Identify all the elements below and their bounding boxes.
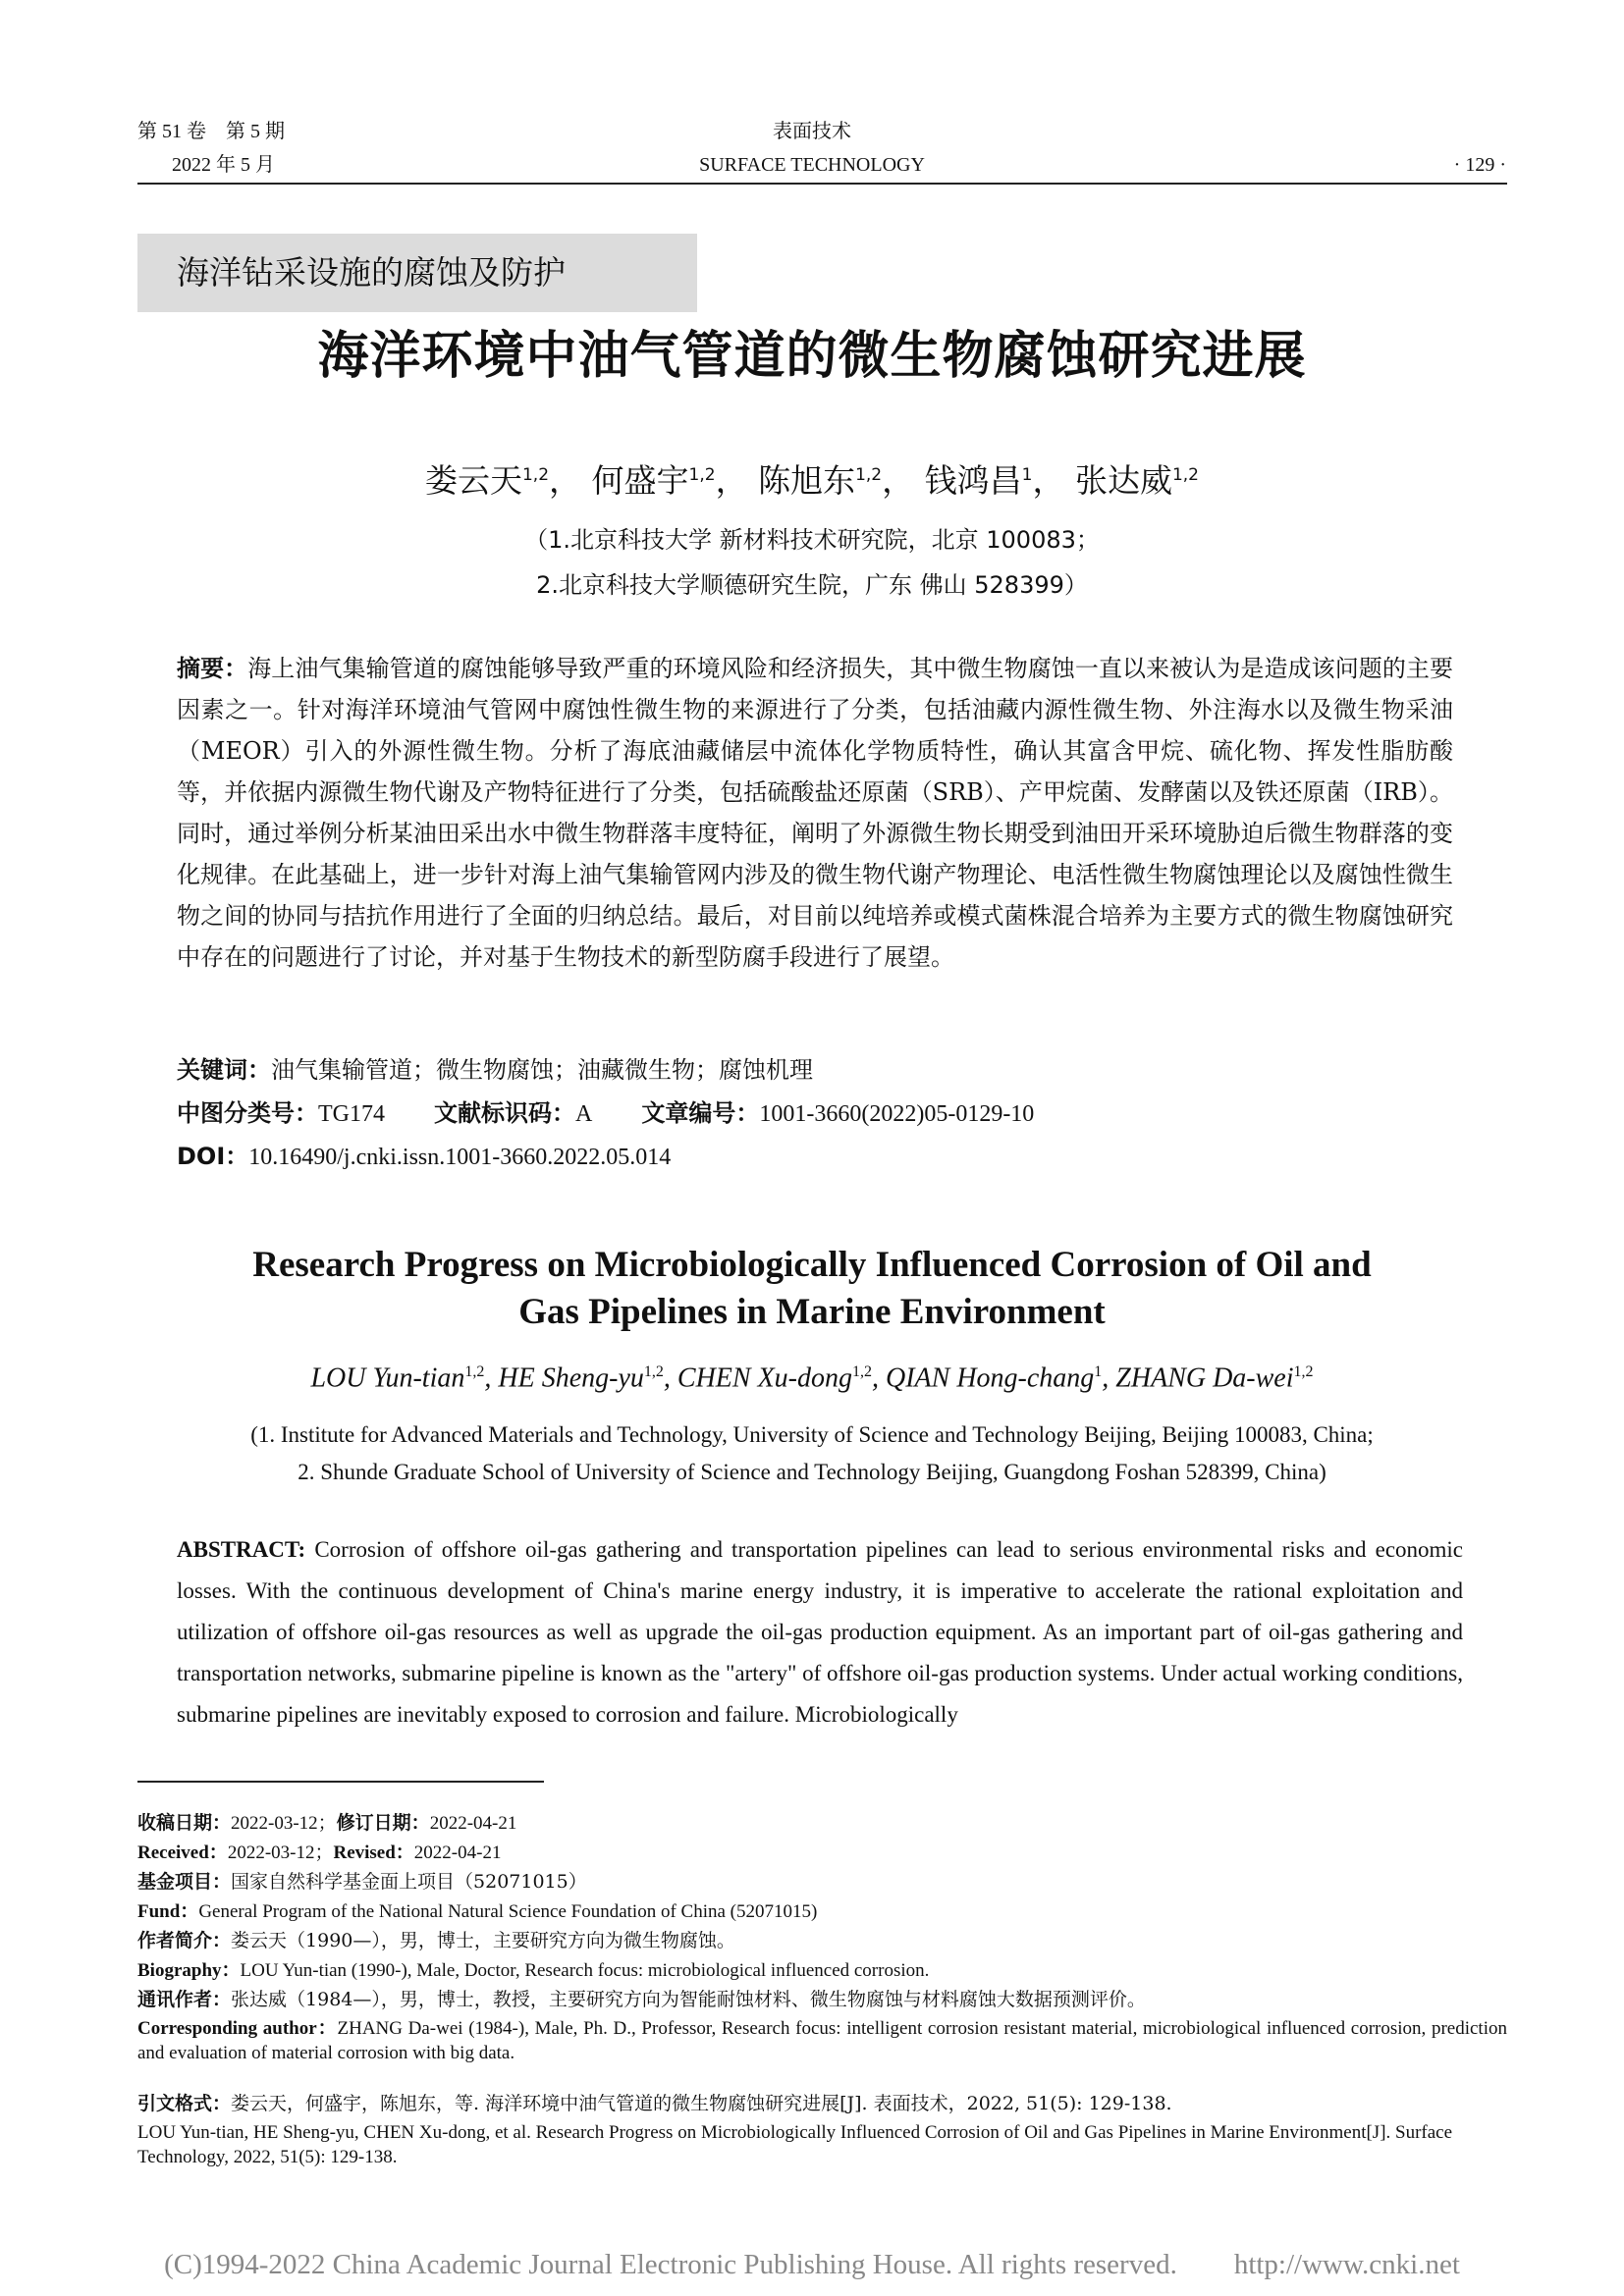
keywords bbox=[177, 1052, 813, 1088]
footnote-cite-en: LOU Yun-tian, HE Sheng-yu, CHEN Xu-dong, et al. Research Progress on Microbiologically Influenced Corrosion of Oil and Gas Pipelines in Marine Environment[J]. Surface Technology, 2022, 51(5): 129-138. bbox=[137, 2122, 1453, 2167]
footnote-corr-cn: 通讯作者：张达威（1984—），男，博士，教授，主要研究方向为智能耐蚀材料、微生物腐蚀与材料腐蚀大数据预测评价。 bbox=[137, 1989, 1146, 2010]
footnote-received-en: Received：2022-03-12；Revised：2022-04-21 bbox=[137, 1842, 502, 1863]
affiliation-cn-2: 2.北京科技大学顺德研究生院，广东 佛山 528399） bbox=[536, 571, 1088, 599]
affiliation-en-1: (1. Institute for Advanced Materials and Technology, University of Science and Technology Beijing, Beijing 100083, China; bbox=[250, 1422, 1374, 1447]
copyright-notice: (C)1994-2022 China Academic Journal Electronic Publishing House. All rights reserved. http://www.cnki.net bbox=[164, 2249, 1460, 2280]
abstract-en bbox=[177, 1529, 1463, 1735]
abstract-cn-text: 海上油气集输管道的腐蚀能够导致严重的环境风险和经济损失，其中微生物腐蚀一直以来被认为是造成该问题的主要因素之一。针对海洋环境油气管网中腐蚀性微生物的来源进行了分类，包括油藏内源性微生物、外注海水以及微生物采油（MEOR）引入的外源性微生物。分析了海底油藏储层中流体化学物质特性，确认其富含甲烷、硫化物、挥发性脂肪酸等，并依据内源微生物代谢及产物特征进行了分类，包括硫酸盐还原菌（SRB）、产甲烷菌、发酵菌以及铁还原菌（IRB）。同时，通过举例分析某油田采出水中微生物群落丰度特征，阐明了外源微生物长期受到油田开采环境胁迫后微生物群落的变化规律。在此基础上，进一步针对海上油气集输管网内涉及的微生物代谢产物理论、电活性微生物腐蚀理论以及腐蚀性微生物之间的协同与拮抗作用进行了全面的归纳总结。最后，对目前以纯培养或模式菌株混合培养为主要方式的微生物腐蚀研究中存在的问题进行了讨论，并对基于生物技术的新型防腐手段进行了展望。 bbox=[177, 655, 1454, 971]
header-rule bbox=[137, 183, 1507, 185]
author-cn: 钱鸿昌 bbox=[924, 461, 1022, 500]
footnote-received-cn: 收稿日期：2022-03-12；修订日期：2022-04-21 bbox=[137, 1812, 517, 1834]
footnote-cite-cn: 引文格式：娄云天，何盛宇，陈旭东，等. 海洋环境中油气管道的微生物腐蚀研究进展[J]. 表面技术，2022, 51(5): 129-138. bbox=[137, 2093, 1172, 2114]
affiliation-en-2: 2. Shunde Graduate School of University of Science and Technology Beijing, Guangdong Foshan 528399, China) bbox=[298, 1460, 1326, 1484]
author-cn: 陈旭东 bbox=[758, 461, 856, 500]
footnote-corr-en: Corresponding author：ZHANG Da-wei (1984-), Male, Ph. D., Professor, Research focus: intelligent corrosion resistant material, microbiological influenced corrosion, prediction and evaluation of material corrosion with big data. bbox=[137, 2018, 1507, 2063]
footnote-fund-cn: 基金项目：国家自然科学基金面上项目（52071015） bbox=[137, 1871, 587, 1893]
keywords-label: 关键词： bbox=[177, 1056, 271, 1084]
journal-name-cn: 表面技术 bbox=[773, 121, 851, 142]
journal-name-en: SURFACE TECHNOLOGY bbox=[699, 154, 925, 176]
authors-cn: 娄云天$^{1,2}$， 何盛宇$^{1,2}$， 陈旭东$^{1,2}$， 钱鸿昌$^1$， 张达威$^{1,2}$ bbox=[424, 461, 1199, 500]
abstract-cn-label: 摘要： bbox=[177, 655, 248, 682]
author-cn: 何盛宇 bbox=[591, 461, 689, 500]
affiliation-cn-1: （1.北京科技大学 新材料技术研究院，北京 100083； bbox=[524, 526, 1100, 554]
issue-date: 2022 年 5 月 bbox=[172, 154, 275, 176]
footnote-author-cn: 作者简介：娄云天（1990—），男，博士，主要研究方向为微生物腐蚀。 bbox=[137, 1930, 735, 1951]
author-cn: 娄云天 bbox=[424, 461, 522, 500]
doi bbox=[177, 1139, 671, 1175]
classification: 中图分类号：TG174 文献标识码：A 文章编号：1001-3660(2022)05-0129-10 bbox=[177, 1099, 1035, 1127]
doi-label: DOI： bbox=[177, 1143, 249, 1170]
doi-link: 10.16490/j.cnki.issn.1001-3660.2022.05.014 bbox=[248, 1145, 672, 1170]
footnote-fund-en: Fund：General Program of the National Natural Science Foundation of China (52071015) bbox=[137, 1901, 818, 1922]
section-tag: 海洋钻采设施的腐蚀及防护 bbox=[137, 234, 697, 312]
abstract-cn bbox=[177, 648, 1453, 978]
footnote-rule bbox=[137, 1781, 544, 1783]
volume-issue: 第 51 卷 第 5 期 bbox=[137, 121, 285, 142]
keywords-text: 油气集输管道；微生物腐蚀；油藏微生物；腐蚀机理 bbox=[271, 1056, 813, 1084]
author-cn: 张达威 bbox=[1074, 461, 1172, 500]
authors-en: LOU Yun-tian$^{1,2}$, HE Sheng-yu$^{1,2}$, CHEN Xu-dong$^{1,2}$, QIAN Hong-chang$^1$, ZHANG Da-wei$^{1,2}$ bbox=[310, 1362, 1314, 1394]
abstract-en-label: ABSTRACT: bbox=[177, 1537, 306, 1562]
paper-title-cn: 海洋环境中油气管道的微生物腐蚀研究进展 bbox=[317, 327, 1307, 386]
abstract-en-text: Corrosion of offshore oil-gas gathering and transportation pipelines can lead to serious environmental risks and economic losses. With the continuous development of China's marine energy industry, it is imperative to accelerate the rational exploitation and utilization of offshore oil-gas resources as well as upgrade the oil-gas production equipment. As an important part of oil-gas gathering and transportation networks, submarine pipeline is known as the "artery" of offshore oil-gas production systems. Under actual working conditions, submarine pipelines are inevitably exposed to corrosion and failure. Microbiologically bbox=[177, 1537, 1464, 1727]
paper-title-en: Research Progress on Microbiologically Influenced Corrosion of Oil and Gas Pipelines in Marine Environment bbox=[252, 1245, 1372, 1332]
footnote-author-en: Biography：LOU Yun-tian (1990-), Male, Doctor, Research focus: microbiological influenced corrosion. bbox=[137, 1960, 930, 1981]
page-number: · 129 · bbox=[1453, 154, 1506, 176]
